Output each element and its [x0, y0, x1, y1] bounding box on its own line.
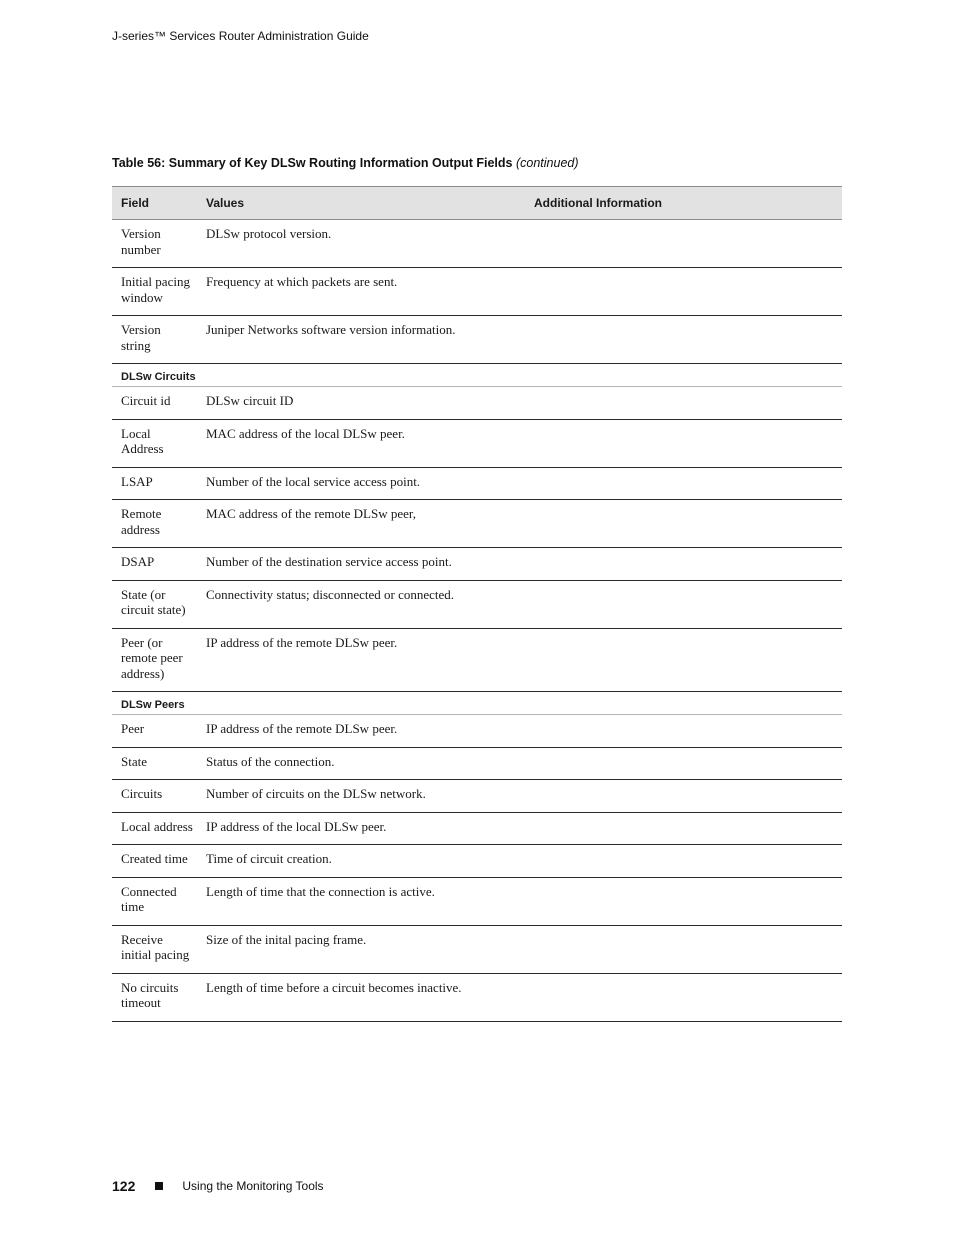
column-header-additional-information: Additional Information — [525, 187, 842, 220]
column-header-values: Values — [197, 187, 525, 220]
table-row — [112, 268, 842, 316]
values-cell: IP address of the local DLSw peer. — [197, 812, 525, 845]
additional-info-cell — [525, 747, 842, 780]
values-cell: Status of the connection. — [197, 747, 525, 780]
additional-info-cell — [525, 973, 842, 1021]
table-body — [112, 220, 842, 1022]
values-cell: Connectivity status; disconnected or connected. — [197, 580, 525, 628]
table-row — [112, 220, 842, 268]
field-cell: Peer — [112, 715, 197, 748]
values-cell: Length of time that the connection is active. — [197, 877, 525, 925]
section-heading: DLSw Peers — [112, 692, 842, 715]
table-row — [112, 780, 842, 813]
table-row — [112, 548, 842, 581]
table-section-row — [112, 692, 842, 715]
field-cell: Initial pacing window — [112, 268, 197, 316]
table-row — [112, 387, 842, 420]
field-cell: Receive initial pacing — [112, 925, 197, 973]
table-caption-suffix: (continued) — [515, 156, 579, 170]
values-cell: Number of circuits on the DLSw network. — [197, 780, 525, 813]
additional-info-cell — [525, 548, 842, 581]
page-number: 122 — [112, 1178, 136, 1194]
additional-info-cell — [525, 316, 842, 364]
field-cell: Remote address — [112, 500, 197, 548]
footer-section-title: Using the Monitoring Tools — [182, 1179, 324, 1193]
additional-info-cell — [525, 580, 842, 628]
values-cell: DLSw protocol version. — [197, 220, 525, 268]
table-row — [112, 747, 842, 780]
additional-info-cell — [525, 845, 842, 878]
field-cell: Peer (or remote peer address) — [112, 628, 197, 692]
values-cell: Frequency at which packets are sent. — [197, 268, 525, 316]
table-row — [112, 500, 842, 548]
page-footer — [112, 1178, 324, 1194]
table-header-row — [112, 187, 842, 220]
table-caption — [112, 156, 579, 170]
values-cell: Juniper Networks software version information. — [197, 316, 525, 364]
additional-info-cell — [525, 387, 842, 420]
values-cell: Number of the destination service access point. — [197, 548, 525, 581]
field-cell: Connected time — [112, 877, 197, 925]
values-cell: Size of the inital pacing frame. — [197, 925, 525, 973]
values-cell: Time of circuit creation. — [197, 845, 525, 878]
additional-info-cell — [525, 628, 842, 692]
field-cell: LSAP — [112, 467, 197, 500]
values-cell: Number of the local service access point. — [197, 467, 525, 500]
additional-info-cell — [525, 715, 842, 748]
table-row — [112, 812, 842, 845]
table-row — [112, 419, 842, 467]
field-cell: Created time — [112, 845, 197, 878]
additional-info-cell — [525, 500, 842, 548]
field-cell: DSAP — [112, 548, 197, 581]
additional-info-cell — [525, 877, 842, 925]
values-cell: DLSw circuit ID — [197, 387, 525, 420]
table-row — [112, 973, 842, 1021]
table-row — [112, 316, 842, 364]
column-header-field: Field — [112, 187, 197, 220]
values-cell: MAC address of the remote DLSw peer, — [197, 500, 525, 548]
additional-info-cell — [525, 780, 842, 813]
table-row — [112, 628, 842, 692]
field-cell: Local Address — [112, 419, 197, 467]
values-cell: IP address of the remote DLSw peer. — [197, 715, 525, 748]
table-row — [112, 877, 842, 925]
field-cell: State — [112, 747, 197, 780]
table-row — [112, 467, 842, 500]
additional-info-cell — [525, 220, 842, 268]
table-section-row — [112, 364, 842, 387]
field-cell: Version string — [112, 316, 197, 364]
field-cell: Circuits — [112, 780, 197, 813]
values-cell: Length of time before a circuit becomes inactive. — [197, 973, 525, 1021]
field-cell: Version number — [112, 220, 197, 268]
dlsw-fields-table — [112, 186, 842, 1022]
table-row — [112, 580, 842, 628]
table-caption-title: Table 56: Summary of Key DLSw Routing Information Output Fields — [112, 156, 513, 170]
section-heading: DLSw Circuits — [112, 364, 842, 387]
running-header: J-series™ Services Router Administration Guide — [112, 29, 369, 43]
square-bullet-icon — [155, 1182, 163, 1190]
field-cell: Circuit id — [112, 387, 197, 420]
additional-info-cell — [525, 925, 842, 973]
additional-info-cell — [525, 268, 842, 316]
additional-info-cell — [525, 419, 842, 467]
additional-info-cell — [525, 812, 842, 845]
table-row — [112, 715, 842, 748]
values-cell: IP address of the remote DLSw peer. — [197, 628, 525, 692]
field-cell: State (or circuit state) — [112, 580, 197, 628]
field-cell: No circuits timeout — [112, 973, 197, 1021]
table-row — [112, 925, 842, 973]
table-row — [112, 845, 842, 878]
additional-info-cell — [525, 467, 842, 500]
field-cell: Local address — [112, 812, 197, 845]
values-cell: MAC address of the local DLSw peer. — [197, 419, 525, 467]
